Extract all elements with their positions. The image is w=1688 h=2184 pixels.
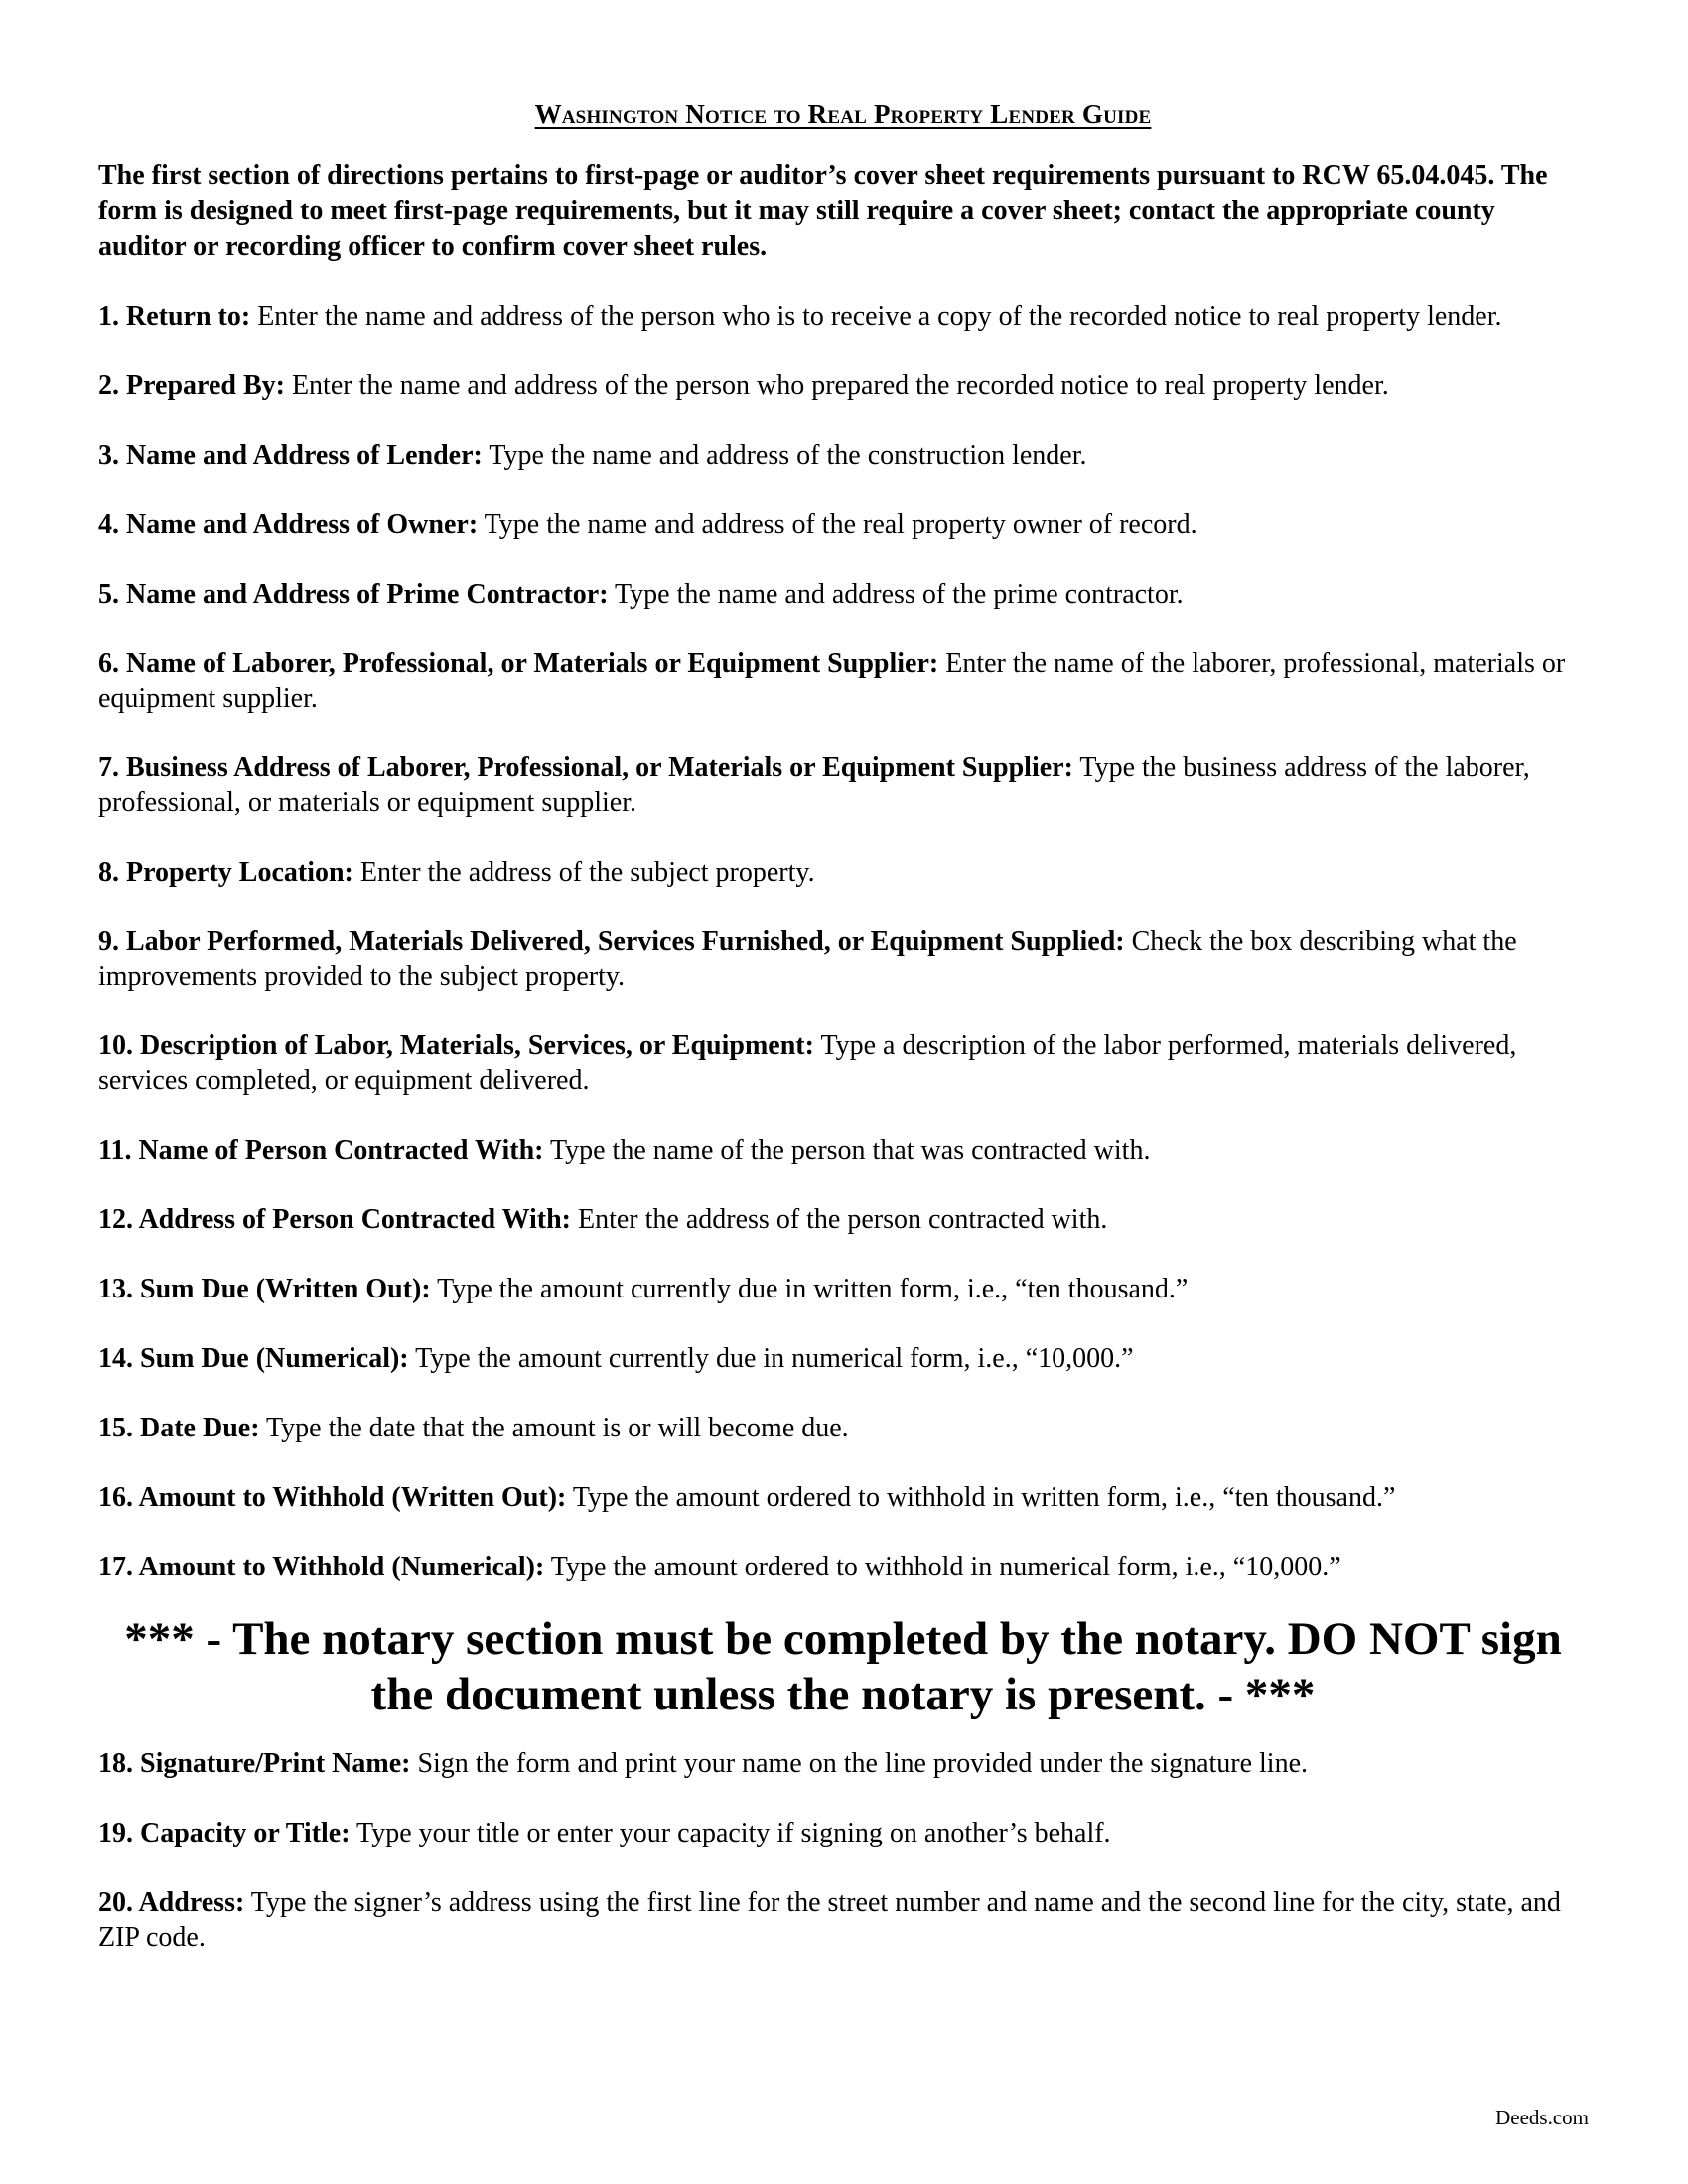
instruction-text: Type the business address of the laborer, professional, or materials or equipment supplier. — [98, 752, 1530, 818]
instruction-label: 5. Name and Address of Prime Contractor: — [98, 579, 609, 610]
instruction-label: 2. Prepared By: — [98, 370, 285, 401]
instruction-text: Type the name and address of the construction lender. — [482, 440, 1087, 471]
instruction-list — [98, 299, 1588, 1584]
instruction-item — [98, 299, 1588, 334]
instruction-item — [98, 1028, 1588, 1098]
instruction-item — [98, 1746, 1588, 1781]
instruction-text: Enter the name and address of the person who is to receive a copy of the recorded notice to real property lender. — [250, 301, 1502, 332]
instruction-label: 20. Address: — [98, 1887, 245, 1918]
instruction-label: 1. Return to: — [98, 301, 251, 332]
document-title: Washington Notice to Real Property Lender Guide — [534, 99, 1152, 129]
instruction-item — [98, 924, 1588, 994]
instruction-item — [98, 1411, 1588, 1445]
instruction-label: 14. Sum Due (Numerical): — [98, 1343, 409, 1374]
instruction-text: Type the amount ordered to withhold in written form, i.e., “ten thousand.” — [566, 1482, 1396, 1513]
instruction-label: 6. Name of Laborer, Professional, or Materials or Equipment Supplier: — [98, 648, 939, 679]
instruction-label: 15. Date Due: — [98, 1413, 260, 1443]
instruction-text: Sign the form and print your name on the line provided under the signature line. — [410, 1748, 1309, 1779]
instruction-item — [98, 855, 1588, 889]
instruction-text: Type the amount currently due in written form, i.e., “ten thousand.” — [430, 1274, 1189, 1304]
instruction-item — [98, 1816, 1588, 1850]
instruction-label: 11. Name of Person Contracted With: — [98, 1135, 544, 1165]
instruction-item — [98, 1550, 1588, 1584]
instruction-text: Type the name of the person that was contracted with. — [543, 1135, 1151, 1165]
instruction-text: Enter the address of the subject property. — [352, 857, 815, 887]
instruction-text: Type the date that the amount is or will become due. — [259, 1413, 849, 1443]
instruction-label: 3. Name and Address of Lender: — [98, 440, 483, 471]
signature-instruction-list — [98, 1746, 1588, 1955]
instruction-item — [98, 1272, 1588, 1306]
instruction-item — [98, 1202, 1588, 1237]
instruction-text: Type a description of the labor performed, materials delivered, services completed, or equipment delivered. — [98, 1030, 1517, 1096]
instruction-label: 17. Amount to Withhold (Numerical): — [98, 1552, 545, 1582]
instruction-item — [98, 751, 1588, 820]
instruction-item — [98, 577, 1588, 612]
instruction-text: Enter the name and address of the person who prepared the recorded notice to real property lender. — [284, 370, 1389, 401]
instruction-text: Type the signer’s address using the first line for the street number and name and the second line for the city, state, and ZIP code. — [98, 1887, 1561, 1953]
instruction-text: Type the amount currently due in numerical form, i.e., “10,000.” — [408, 1343, 1134, 1374]
instruction-text: Type the name and address of the real property owner of record. — [478, 509, 1197, 540]
instruction-text: Check the box describing what the improvements provided to the subject property. — [98, 926, 1517, 992]
instruction-text: Type the amount ordered to withhold in numerical form, i.e., “10,000.” — [544, 1552, 1341, 1582]
instruction-label: 13. Sum Due (Written Out): — [98, 1274, 431, 1304]
instruction-text: Type your title or enter your capacity if signing on another’s behalf. — [350, 1818, 1111, 1848]
instruction-label: 12. Address of Person Contracted With: — [98, 1204, 571, 1235]
instruction-label: 18. Signature/Print Name: — [98, 1748, 411, 1779]
instruction-label: 9. Labor Performed, Materials Delivered, Services Furnished, or Equipment Supplied: — [98, 926, 1125, 957]
instruction-item — [98, 438, 1588, 473]
instruction-label: 7. Business Address of Laborer, Professional, or Materials or Equipment Supplier: — [98, 752, 1073, 783]
document-page — [98, 99, 1588, 1989]
intro-paragraph: The first section of directions pertains to first-page or auditor’s cover sheet requirements pursuant to RCW 65.04.045. The form is designed to meet first-page requirements, but it may still require a cover sheet; contact the appropriate county auditor or recording officer to confirm cover sheet rules. — [98, 160, 1548, 262]
footer-brand: Deeds.com — [1495, 2106, 1589, 2129]
instruction-item — [98, 1133, 1588, 1167]
instruction-item — [98, 1341, 1588, 1376]
instruction-item — [98, 507, 1588, 542]
notary-notice: *** - The notary section must be completed by the notary. DO NOT sign the document unless the notary is present. - *** — [124, 1613, 1562, 1720]
instruction-text: Enter the name of the laborer, professional, materials or equipment supplier. — [98, 648, 1566, 714]
instruction-label: 8. Property Location: — [98, 857, 353, 887]
instruction-text: Enter the address of the person contracted with. — [571, 1204, 1108, 1235]
instruction-label: 19. Capacity or Title: — [98, 1818, 351, 1848]
instruction-label: 10. Description of Labor, Materials, Services, or Equipment: — [98, 1030, 814, 1061]
instruction-item — [98, 646, 1588, 716]
instruction-label: 16. Amount to Withhold (Written Out): — [98, 1482, 567, 1513]
instruction-label: 4. Name and Address of Owner: — [98, 509, 479, 540]
instruction-item — [98, 1885, 1588, 1955]
instruction-text: Type the name and address of the prime contractor. — [608, 579, 1184, 610]
instruction-item — [98, 368, 1588, 403]
instruction-item — [98, 1480, 1588, 1515]
